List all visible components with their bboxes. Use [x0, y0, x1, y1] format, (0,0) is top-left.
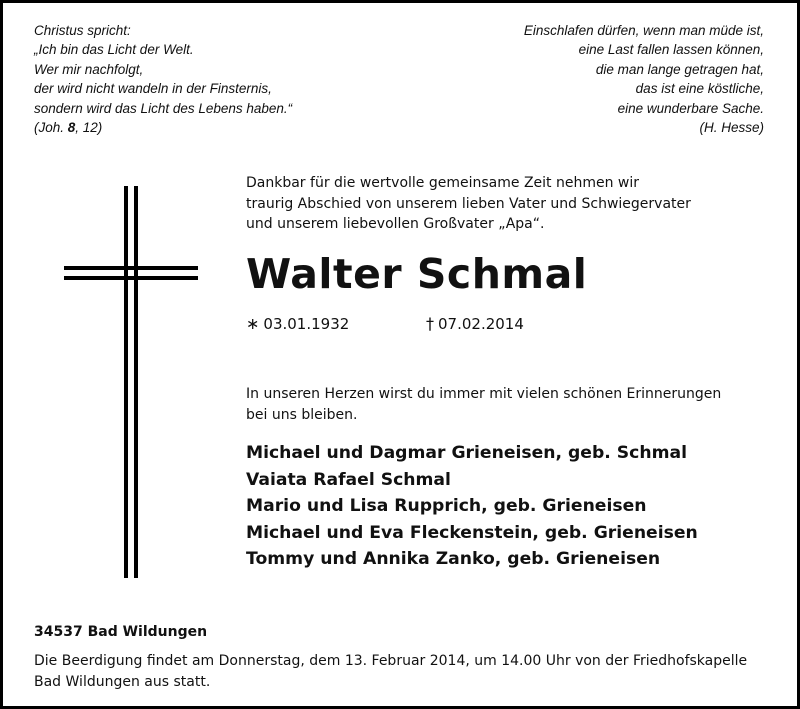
hesse-quote-line: das ist eine köstliche, [635, 81, 764, 97]
memory-line: In unseren Herzen wirst du immer mit vielen schönen Erinnerungen [246, 386, 722, 402]
asterisk-icon: ∗ [246, 314, 260, 333]
death-date-group [426, 314, 524, 333]
hesse-quote-line: eine Last fallen lassen können, [578, 42, 764, 58]
mourner-entry: Michael und Dagmar Grieneisen, geb. Schmal [246, 443, 687, 463]
source-prefix: (Joh. [34, 120, 68, 136]
source-suffix: , 12) [75, 120, 103, 136]
mourner-entry: Michael und Eva Fleckenstein, geb. Grieneisen [246, 522, 698, 543]
funeral-info [34, 651, 774, 692]
bible-quote-line: der wird nicht wandeln in der Finsternis, [34, 81, 272, 97]
death-date: 07.02.2014 [438, 315, 524, 333]
bible-quote-line: Wer mir nachfolgt, [34, 61, 144, 77]
bible-quote-line: sondern wird das Licht des Lebens haben.“ [34, 100, 293, 116]
birth-date-group [246, 314, 349, 333]
mourner-entry: Tommy und Annika Zanko, geb. Grieneisen [246, 549, 661, 569]
hesse-quote [404, 21, 764, 137]
bible-quote-source [34, 118, 374, 137]
intro-text [246, 173, 766, 235]
hesse-quote-source: (H. Hesse) [699, 120, 764, 136]
mourner-entry: Vaiata Rafael Schmal [246, 469, 451, 490]
bible-quote [34, 21, 374, 137]
intro-line: Dankbar für die wertvolle gemeinsame Zeit nehmen wir [246, 175, 640, 191]
intro-line: traurig Abschied von unserem lieben Vater und Schwiegervater [246, 195, 691, 212]
place-line: 34537 Bad Wildungen [34, 624, 208, 640]
deceased-name: Walter Schmal [246, 250, 588, 298]
funeral-line: Die Beerdigung findet am Donnerstag, dem 13. Februar 2014, um 14.00 Uhr von der Friedhofskapelle [34, 653, 748, 669]
intro-line: und unserem liebevollen Großvater „Apa“. [246, 216, 545, 232]
hesse-quote-line: Einschlafen dürfen, wenn man müde ist, [523, 23, 764, 38]
hesse-quote-line: die man lange getragen hat, [595, 61, 764, 77]
mourner-entry: Mario und Lisa Rupprich, geb. Grieneisen [246, 496, 647, 516]
birth-date: 03.01.1932 [263, 315, 350, 333]
memory-text [246, 384, 766, 425]
funeral-line: Bad Wildungen aus statt. [34, 673, 211, 690]
bible-quote-line: „Ich bin das Licht der Welt. [34, 42, 194, 58]
source-chapter: 8 [67, 120, 76, 136]
memory-line: bei uns bleiben. [246, 406, 358, 423]
mourners-list [246, 440, 698, 573]
dagger-icon: † [426, 314, 434, 333]
cross-icon [64, 186, 198, 578]
hesse-quote-line: eine wunderbare Sache. [617, 100, 764, 116]
bible-quote-line: Christus spricht: [34, 23, 131, 38]
